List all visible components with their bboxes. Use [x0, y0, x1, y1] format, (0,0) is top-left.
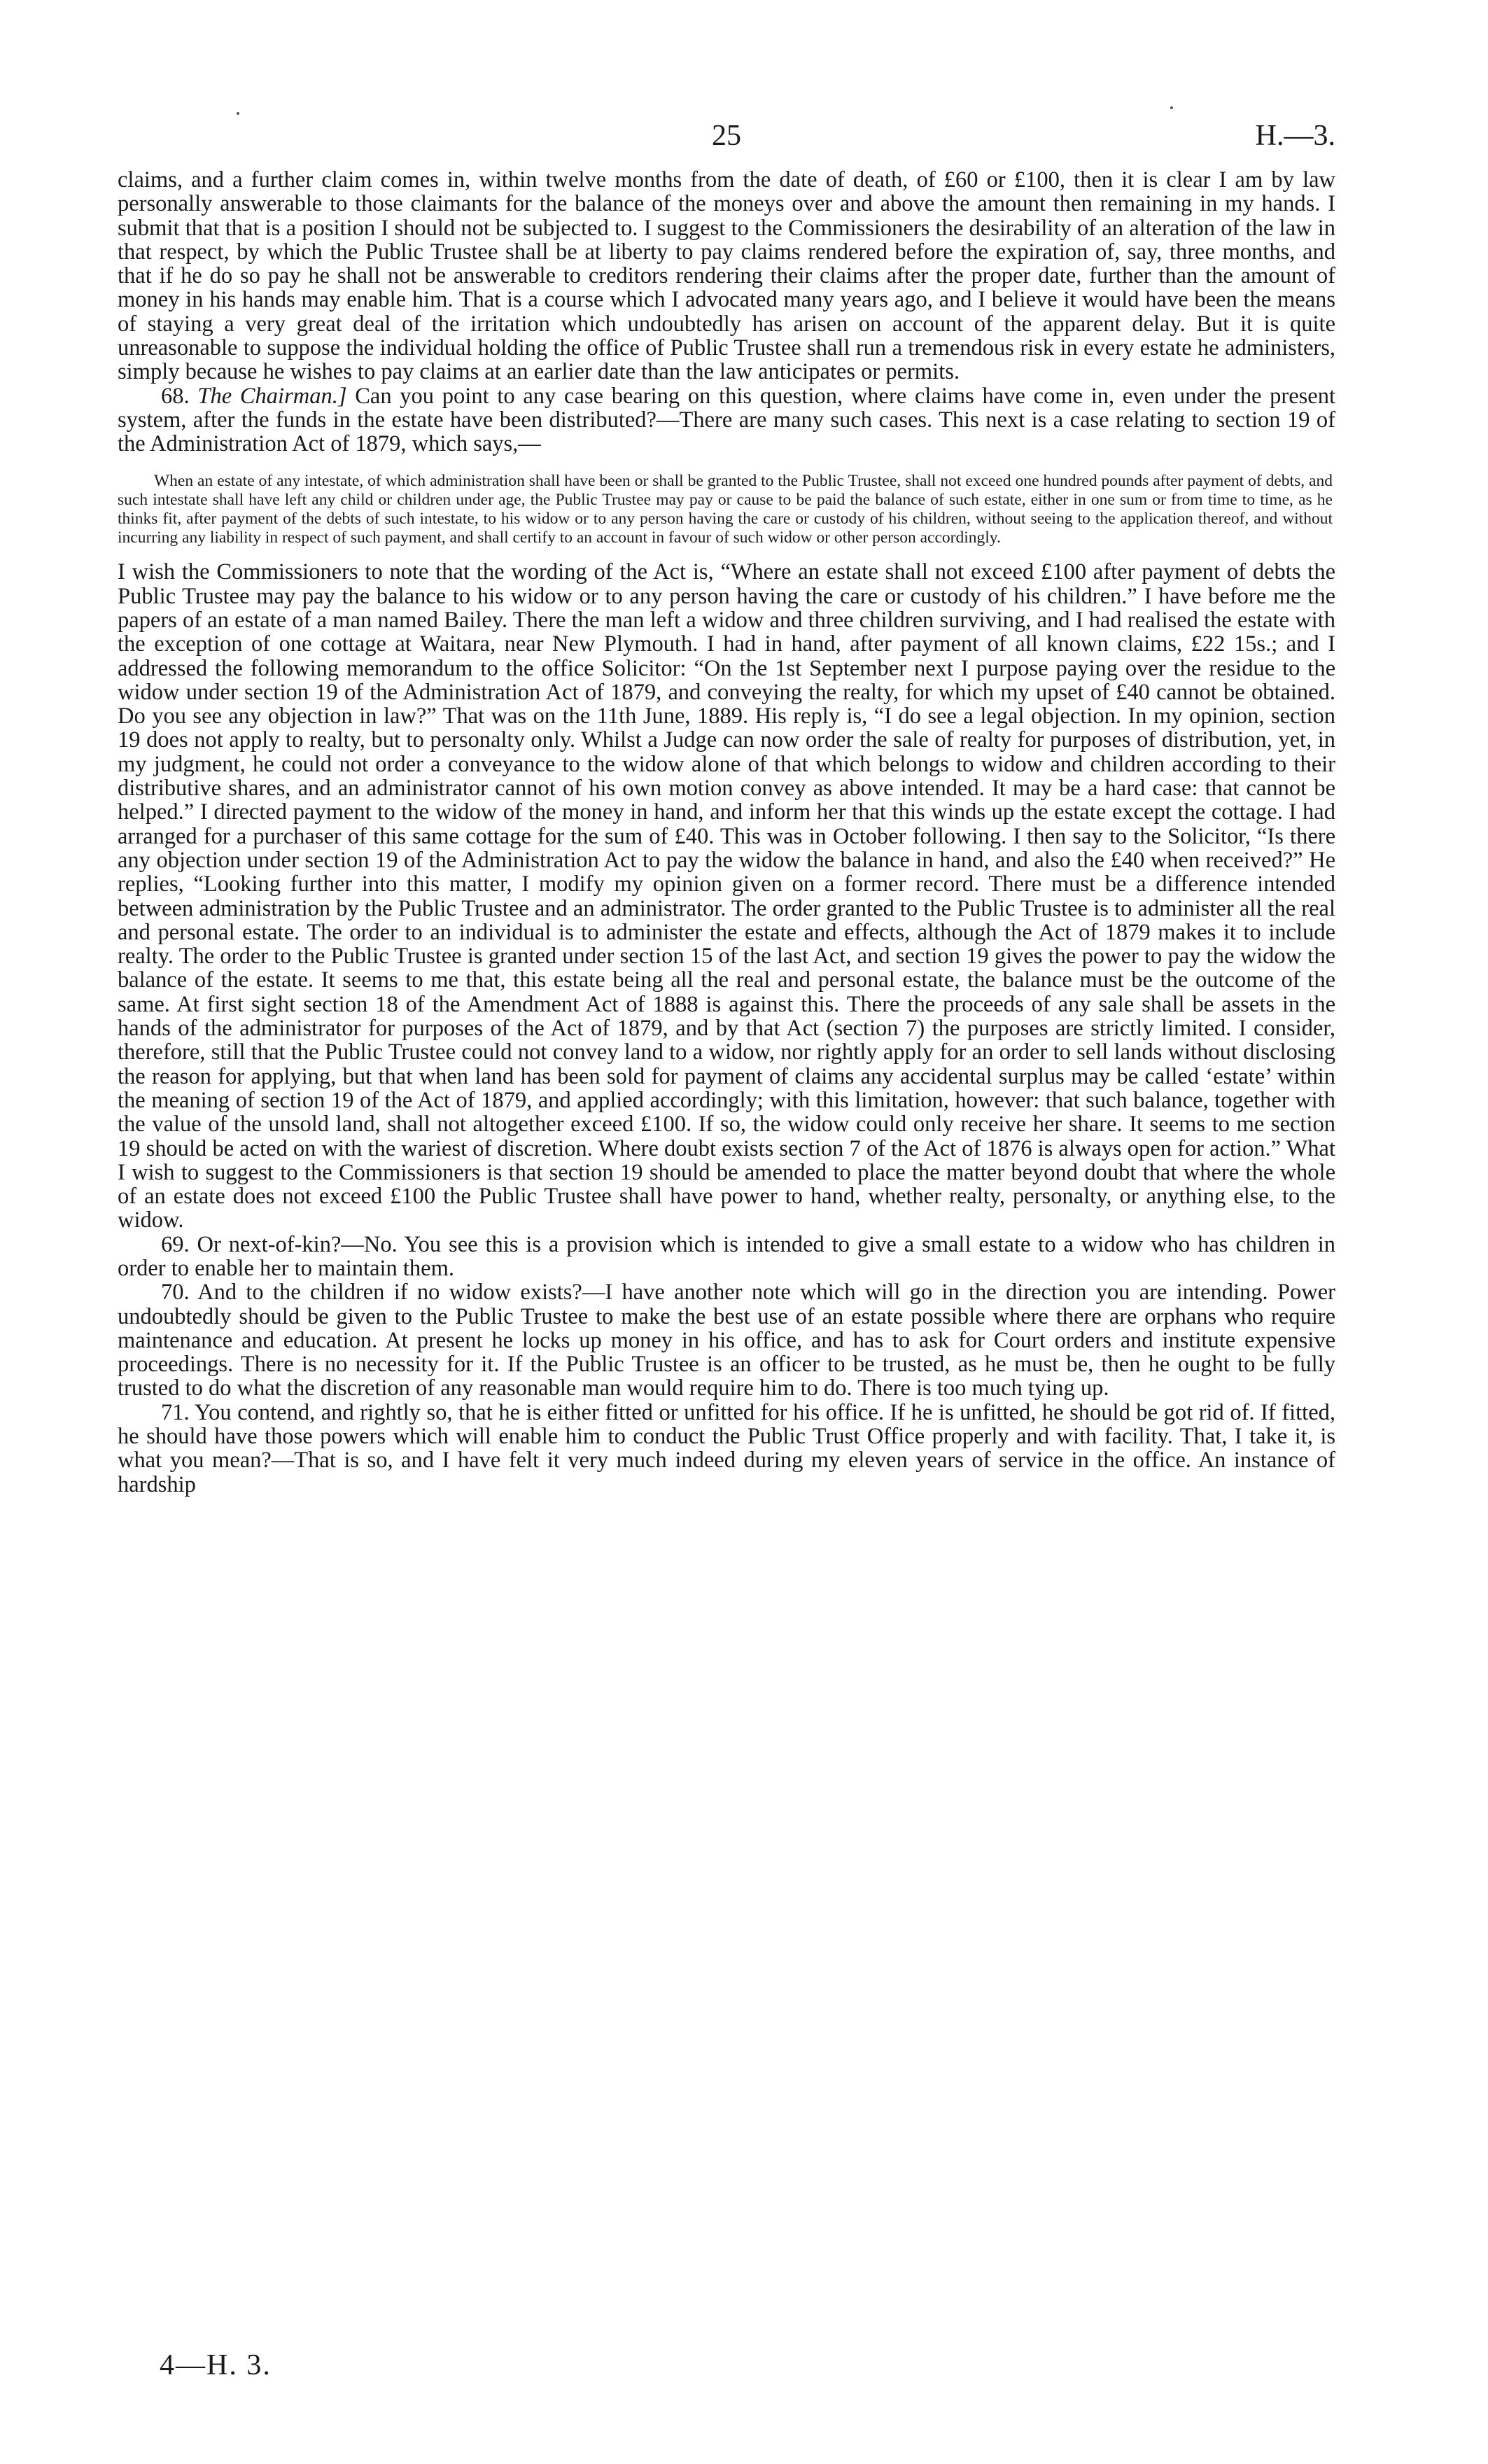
statute-quote — [118, 472, 1335, 548]
question-text: Can you point to any case bearing on this question, where claims have come in, even under the present system, after the funds in the estate have been distributed?—There are many such cases. This next is a case relating to section 19 of the Administration Act of 1879, which says,— — [118, 383, 1336, 457]
paragraph-69: 69. Or next-of-kin?—No. You see this is a provision which is intended to give a small estate to a widow who has children in order to enable her to maintain them. — [118, 1231, 1335, 1281]
paragraph-main-answer: I wish the Commissioners to note that the wording of the Act is, “Where an estate shall not exceed £100 after payment of debts the Public Trustee may pay the balance to his widow or to any person having the care or custody of his children.” I have before me the papers of an estate of a man named Bailey. There the man left a widow and three children surviving, and I had realised the estate with the exception of one cottage at Waitara, near New Plymouth. I had in hand, after payment of all known claims, £22 15s.; and I addressed the following memorandum to the office Solicitor: “On the 1st September next I purpose paying over the residue to the widow under section 19 of the Administration Act of 1879, and conveying the realty, for which my upset of £40 cannot be obtained. Do you see any objection in law?” That was on the 11th June, 1889. His reply is, “I do see a legal objection. In my opinion, section 19 does not apply to realty, but to personalty only. Whilst a Judge can now order the sale of realty for purposes of distribution, yet, in my judgment, he could not order a conveyance to the widow alone of that which belongs to widow and children according to their distributive shares, and an administrator cannot of his own motion convey as above intended. It may be a hard case: that cannot be helped.” I directed payment to the widow of the money in hand, and inform her that this winds up the estate except the cottage. I had arranged for a purchaser of this same cottage for the sum of £40. This was in October following. I then say to the Solicitor, “Is there any objection under section 19 of the Administration Act to pay the widow the balance in hand, and also the £40 when received?” He replies, “Looking further into this matter, I modify my opinion given on a former record. There must be a difference intended between administration by the Public Trustee and an administrator. The order granted to the Public Trustee is to administer all the real and personal estate. The order to an individual is to administer the estate and effects, although the Act of 1879 makes it to include realty. The order to the Public Trustee is granted under section 15 of the last Act, and section 19 gives the power to pay the widow the balance of the estate. It seems to me that, this estate being all the real and personal estate, the balance must be the outcome of the same. At first sight section 18 of the Amendment Act of 1888 is against this. There the proceeds of any sale shall be assets in the hands of the administrator for purposes of the Act of 1879, and by that Act (section 7) the purposes are strictly limited. I consider, therefore, still that the Public Trustee could not convey land to a widow, nor rightly apply for an order to sell lands without disclosing the reason for applying, but that when land has been sold for payment of claims any accidental surplus may be called ‘estate’ within the meaning of section 19 of the Act of 1879, and applied accordingly; with this limitation, however: that such balance, together with the value of the unsold land, shall not altogether exceed £100. If so, the widow could only receive her share. It seems to me section 19 should be acted on with the wariest of discretion. Where doubt exists section 7 of the Act of 1876 is always open for action.” What I wish to suggest to the Commissioners is that section 19 should be amended to place the matter beyond doubt that where the whole of an estate does not exceed £100 the Public Trustee shall have power to hand, whether realty, personalty, or anything else, to the widow. — [118, 559, 1335, 1233]
signature-mark: 4—H. 3. — [160, 2349, 272, 2381]
document-page — [118, 112, 1335, 1497]
paragraph-70: 70. And to the children if no widow exists?—I have another note which will go in the direction you are intending. Power undoubtedly should be given to the Public Trustee to make the best use of an estate possible where there are orphans who require maintenance and education. At present he locks up money in his office, and has to ask for Court orders and institute expensive proceedings. There is no necessity for it. If the Public Trustee is an officer to be trusted, as he must be, then he ought to be fully trusted to do what the discretion of any reasonable man would require him to do. There is too much tying up. — [118, 1280, 1335, 1401]
page-number: 25 — [712, 120, 741, 152]
speaker-label: The Chairman.] — [197, 383, 347, 409]
paragraph-71: 71. You contend, and rightly so, that he is either fitted or unfitted for his office. If he is unfitted, he should be got rid of. If fitted, he should have those powers which will enable him to conduct the Public Trust Office properly and with facility. That, I take it, is what you mean?—That is so, and I have felt it very much indeed during my eleven years of service in the office. An instance of hardship — [118, 1399, 1335, 1497]
stray-dot-right — [1170, 106, 1173, 109]
document-reference: H.—3. — [1255, 120, 1335, 152]
page-header — [118, 112, 1335, 168]
statute-quote-text: When an estate of any intestate, of which administration shall have been or shall be granted to the Public Trustee, shall not exceed one hundred pounds after payment of debts, and such intestate shall have left any child or children under age, the Public Trustee may pay or cause to be paid the balance of such estate, either in one sum or from time to time, as he thinks fit, after payment of the debts of such intestate, to his widow or to any person having the care or custody of his children, without seeing to the application thereof, and without incurring any liability in respect of such payment, and shall certify to an account in favour of such widow or other person accordingly. — [118, 471, 1333, 547]
paragraph-continuation: claims, and a further claim comes in, within twelve months from the date of death, of £60 or £100, then it is clear I am by law personally answerable to those claimants for the balance of the moneys over and above the amount then remaining in my hands. I submit that that is a position I should not be subjected to. I suggest to the Commissioners the desirability of an alteration of the law in that respect, by which the Public Trustee shall be at liberty to pay claims rendered before the expiration of, say, three months, and that if he do so pay he shall not be answerable to creditors rendering their claims after the proper date, further than the amount of money in his hands may enable him. That is a course which I advocated many years ago, and I believe it would have been the means of staying a very great deal of the irritation which undoubtedly has arisen on account of the apparent delay. But it is quite unreasonable to suppose the individual holding the office of Public Trustee shall run a tremendous risk in every estate he administers, simply because he wishes to pay claims at an earlier date than the law anticipates or permits. — [118, 167, 1335, 385]
paragraph-68 — [118, 384, 1335, 456]
question-number: 68. — [161, 383, 190, 409]
body-text — [118, 168, 1335, 1497]
